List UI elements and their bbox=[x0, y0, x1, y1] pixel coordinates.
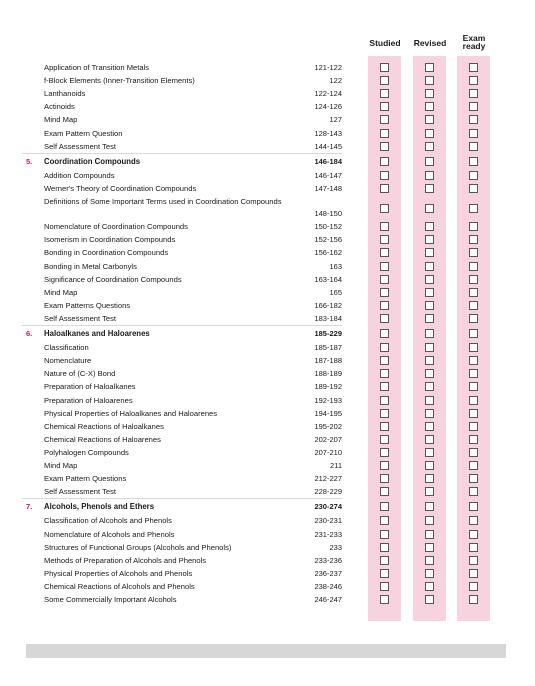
exam-ready-checkbox[interactable] bbox=[469, 569, 478, 578]
exam-ready-checkbox[interactable] bbox=[469, 157, 478, 166]
chapter-title: Haloalkanes and Haloarenes bbox=[44, 329, 150, 338]
page-range: 195-202 bbox=[314, 421, 342, 431]
studied-checkbox[interactable] bbox=[380, 422, 389, 431]
studied-checkbox[interactable] bbox=[380, 448, 389, 457]
topic-title: Actinoids bbox=[44, 102, 75, 112]
exam-ready-checkbox[interactable] bbox=[469, 248, 478, 257]
chapter-divider bbox=[22, 498, 342, 499]
page-range: 231-233 bbox=[314, 529, 342, 539]
page-range: 165 bbox=[329, 287, 342, 297]
studied-checkbox[interactable] bbox=[380, 288, 389, 297]
studied-checkbox[interactable] bbox=[380, 474, 389, 483]
studied-checkbox[interactable] bbox=[380, 461, 389, 470]
exam-ready-checkbox[interactable] bbox=[469, 222, 478, 231]
revised-checkbox[interactable] bbox=[425, 235, 434, 244]
page-range: 127 bbox=[329, 115, 342, 125]
topic-title: Bonding in Coordination Compounds bbox=[44, 248, 169, 258]
studied-checkbox[interactable] bbox=[380, 115, 389, 124]
page-range: 183-184 bbox=[314, 313, 342, 323]
chapter-divider bbox=[22, 325, 342, 326]
topic-row bbox=[0, 101, 535, 114]
page-range: 146-184 bbox=[314, 156, 342, 166]
studied-column-header bbox=[362, 39, 408, 47]
exam-ready-checkbox[interactable] bbox=[469, 314, 478, 323]
studied-checkbox[interactable] bbox=[380, 63, 389, 72]
topic-title: Exam Pattern Question bbox=[44, 128, 123, 138]
revised-column-header bbox=[407, 39, 453, 47]
topic-row bbox=[0, 447, 535, 460]
exam-ready-checkbox[interactable] bbox=[469, 435, 478, 444]
studied-checkbox[interactable] bbox=[380, 275, 389, 284]
revised-checkbox[interactable] bbox=[425, 382, 434, 391]
chapter-row bbox=[0, 156, 535, 169]
revised-checkbox[interactable] bbox=[425, 314, 434, 323]
page-range: 163-164 bbox=[314, 274, 342, 284]
topic-title: Nomenclature bbox=[44, 356, 92, 366]
topic-title: Physical Properties of Alcohols and Phenols bbox=[44, 568, 193, 578]
chapter-number: 6. bbox=[26, 329, 33, 338]
revised-checkbox[interactable] bbox=[425, 556, 434, 565]
page-range: 147-148 bbox=[314, 183, 342, 193]
page-range: 124-126 bbox=[314, 102, 342, 112]
revised-checkbox[interactable] bbox=[425, 461, 434, 470]
studied-checkbox[interactable] bbox=[380, 569, 389, 578]
topic-title: Application of Transition Metals bbox=[44, 63, 150, 72]
revised-checkbox[interactable] bbox=[425, 171, 434, 180]
revised-checkbox[interactable] bbox=[425, 502, 434, 511]
studied-checkbox[interactable] bbox=[380, 157, 389, 166]
topic-row bbox=[0, 221, 535, 234]
studied-checkbox[interactable] bbox=[380, 248, 389, 257]
studied-checkbox[interactable] bbox=[380, 222, 389, 231]
studied-checkbox[interactable] bbox=[380, 314, 389, 323]
page-range: 212-227 bbox=[314, 474, 342, 484]
studied-checkbox[interactable] bbox=[380, 235, 389, 244]
revised-checkbox[interactable] bbox=[425, 422, 434, 431]
topic-title: Chemical Reactions of Haloalkanes bbox=[44, 421, 164, 431]
exam-ready-checkbox[interactable] bbox=[469, 76, 478, 85]
topic-title: Chemical Reactions of Alcohols and Phenols bbox=[44, 581, 195, 591]
exam-ready-checkbox[interactable] bbox=[469, 343, 478, 352]
revised-checkbox[interactable] bbox=[425, 409, 434, 418]
topic-title: Significance of Coordination Compounds bbox=[44, 274, 182, 284]
revised-checkbox[interactable] bbox=[425, 474, 434, 483]
revised-checkbox[interactable] bbox=[425, 569, 434, 578]
topic-title: Mind Map bbox=[44, 461, 78, 470]
revised-checkbox[interactable] bbox=[425, 102, 434, 111]
topic-title: Chemical Reactions of Haloarenes bbox=[44, 434, 161, 444]
topic-row bbox=[0, 434, 535, 447]
exam-ready-checkbox[interactable] bbox=[469, 288, 478, 297]
exam-ready-checkbox[interactable] bbox=[469, 115, 478, 124]
revised-header-label: Revised bbox=[413, 38, 447, 48]
topic-title: Bonding in Metal Carbonyls bbox=[44, 261, 137, 271]
topic-row bbox=[0, 88, 535, 101]
page-range: 207-210 bbox=[314, 447, 342, 457]
topic-title: Self Assessment Test bbox=[44, 313, 117, 323]
studied-checkbox[interactable] bbox=[380, 301, 389, 310]
revised-checkbox[interactable] bbox=[425, 487, 434, 496]
studied-checkbox[interactable] bbox=[380, 369, 389, 378]
exam-ready-checkbox[interactable] bbox=[469, 235, 478, 244]
studied-checkbox[interactable] bbox=[380, 502, 389, 511]
topic-row bbox=[0, 594, 535, 607]
page-range: 150-152 bbox=[314, 222, 342, 232]
topic-row bbox=[0, 141, 535, 154]
page-range: 233-236 bbox=[314, 555, 342, 565]
studied-checkbox[interactable] bbox=[380, 142, 389, 151]
revised-checkbox[interactable] bbox=[425, 129, 434, 138]
studied-checkbox[interactable] bbox=[380, 595, 389, 604]
topic-row bbox=[0, 542, 535, 555]
topic-title: Nature of (C-X) Bond bbox=[44, 369, 116, 379]
revised-checkbox[interactable] bbox=[425, 76, 434, 85]
studied-checkbox[interactable] bbox=[380, 435, 389, 444]
exam-ready-checkbox[interactable] bbox=[469, 516, 478, 525]
studied-checkbox[interactable] bbox=[380, 204, 389, 213]
topic-row bbox=[0, 170, 535, 183]
topic-title: Definitions of Some Important Terms used in Coordination Compounds bbox=[44, 197, 282, 206]
page-range: 152-156 bbox=[314, 235, 342, 245]
topic-title: Self Assessment Test bbox=[44, 141, 117, 151]
topic-title: Exam Pattern Questions bbox=[44, 474, 127, 484]
footer-bar bbox=[26, 644, 506, 658]
exam-ready-checkbox[interactable] bbox=[469, 301, 478, 310]
topic-row bbox=[0, 247, 535, 260]
revised-checkbox[interactable] bbox=[425, 262, 434, 271]
page-range: 230-231 bbox=[314, 516, 342, 526]
page-range: 194-195 bbox=[314, 408, 342, 418]
page-range: 166-182 bbox=[314, 300, 342, 310]
topic-row bbox=[0, 313, 535, 326]
revised-checkbox[interactable] bbox=[425, 184, 434, 193]
revised-checkbox[interactable] bbox=[425, 582, 434, 591]
topic-title: Mind Map bbox=[44, 287, 78, 297]
topic-row bbox=[0, 234, 535, 247]
topic-row bbox=[0, 421, 535, 434]
exam-ready-checkbox[interactable] bbox=[469, 356, 478, 365]
exam-ready-checkbox[interactable] bbox=[469, 502, 478, 511]
topic-row bbox=[0, 381, 535, 394]
topic-row bbox=[0, 62, 535, 75]
chapter-number: 7. bbox=[26, 502, 33, 512]
topic-row bbox=[0, 529, 535, 542]
studied-checkbox[interactable] bbox=[380, 356, 389, 365]
page-range: 187-188 bbox=[314, 356, 342, 366]
page-range: 121-122 bbox=[314, 63, 342, 72]
topic-title: Lanthanoids bbox=[44, 89, 86, 99]
studied-checkbox[interactable] bbox=[380, 516, 389, 525]
exam-ready-column-header bbox=[451, 34, 497, 50]
page-range: 189-192 bbox=[314, 382, 342, 392]
exam-ready-checkbox[interactable] bbox=[469, 543, 478, 552]
page-range: 202-207 bbox=[314, 434, 342, 444]
topic-title: Preparation of Haloarenes bbox=[44, 395, 133, 405]
exam-ready-checkbox[interactable] bbox=[469, 595, 478, 604]
page-range: 146-147 bbox=[314, 170, 342, 180]
page-range: 128-143 bbox=[314, 128, 342, 138]
topic-row bbox=[0, 261, 535, 274]
exam-ready-checkbox[interactable] bbox=[469, 448, 478, 457]
page-range: 192-193 bbox=[314, 395, 342, 405]
topic-row bbox=[0, 473, 535, 486]
chapter-title: Alcohols, Phenols and Ethers bbox=[44, 502, 155, 512]
topic-row bbox=[0, 114, 535, 127]
page-range: 148-150 bbox=[314, 209, 342, 218]
studied-checkbox[interactable] bbox=[380, 543, 389, 552]
revised-checkbox[interactable] bbox=[425, 204, 434, 213]
exam-ready-checkbox[interactable] bbox=[469, 142, 478, 151]
topic-row bbox=[0, 75, 535, 88]
studied-checkbox[interactable] bbox=[380, 530, 389, 539]
studied-checkbox[interactable] bbox=[380, 171, 389, 180]
exam-ready-checkbox[interactable] bbox=[469, 204, 478, 213]
studied-checkbox[interactable] bbox=[380, 556, 389, 565]
exam-ready-checkbox[interactable] bbox=[469, 184, 478, 193]
revised-checkbox[interactable] bbox=[425, 301, 434, 310]
exam-ready-header-line2: ready bbox=[462, 41, 486, 51]
topic-row bbox=[0, 355, 535, 368]
studied-checkbox[interactable] bbox=[380, 487, 389, 496]
revised-checkbox[interactable] bbox=[425, 275, 434, 284]
exam-ready-checkbox[interactable] bbox=[469, 396, 478, 405]
exam-ready-checkbox[interactable] bbox=[469, 409, 478, 418]
page-range: 122-124 bbox=[314, 89, 342, 99]
topic-row bbox=[0, 128, 535, 141]
topic-row bbox=[0, 460, 535, 473]
studied-checkbox[interactable] bbox=[380, 409, 389, 418]
page-range: 185-229 bbox=[314, 329, 342, 338]
topic-title: f-Block Elements (Inner-Transition Elements) bbox=[44, 76, 195, 86]
revised-checkbox[interactable] bbox=[425, 248, 434, 257]
exam-ready-checkbox[interactable] bbox=[469, 422, 478, 431]
topic-title: Isomerism in Coordination Compounds bbox=[44, 235, 176, 245]
exam-ready-checkbox[interactable] bbox=[469, 382, 478, 391]
revised-checkbox[interactable] bbox=[425, 142, 434, 151]
page-range: 236-237 bbox=[314, 568, 342, 578]
studied-checkbox[interactable] bbox=[380, 329, 389, 338]
topic-title: Preparation of Haloalkanes bbox=[44, 382, 136, 392]
studied-header-label: Studied bbox=[369, 38, 401, 48]
topic-row bbox=[0, 183, 535, 196]
topic-title: Exam Patterns Questions bbox=[44, 300, 131, 310]
page-range: 156-162 bbox=[314, 248, 342, 258]
revised-checkbox[interactable] bbox=[425, 369, 434, 378]
exam-ready-checkbox[interactable] bbox=[469, 474, 478, 483]
topic-row bbox=[0, 300, 535, 313]
studied-checkbox[interactable] bbox=[380, 76, 389, 85]
topic-title: Addition Compounds bbox=[44, 170, 115, 180]
topic-title: Werner's Theory of Coordination Compounds bbox=[44, 183, 197, 193]
topic-row bbox=[0, 368, 535, 381]
chapter-row bbox=[0, 501, 535, 514]
topic-title: Some Commercially Important Alcohols bbox=[44, 595, 177, 604]
revised-checkbox[interactable] bbox=[425, 595, 434, 604]
exam-ready-header-line1: Exam bbox=[462, 33, 486, 43]
topic-row bbox=[0, 342, 535, 355]
topic-title: Nomenclature of Alcohols and Phenols bbox=[44, 529, 175, 539]
exam-ready-checkbox[interactable] bbox=[469, 262, 478, 271]
revised-checkbox[interactable] bbox=[425, 356, 434, 365]
exam-ready-checkbox[interactable] bbox=[469, 369, 478, 378]
topic-row bbox=[0, 408, 535, 421]
topic-row bbox=[0, 515, 535, 528]
page-range: 163 bbox=[329, 261, 342, 271]
page-range: 238-246 bbox=[314, 581, 342, 591]
exam-ready-checkbox[interactable] bbox=[469, 89, 478, 98]
topic-title: Nomenclature of Coordination Compounds bbox=[44, 222, 188, 232]
studied-checkbox[interactable] bbox=[380, 102, 389, 111]
revised-checkbox[interactable] bbox=[425, 288, 434, 297]
chapter-row bbox=[0, 328, 535, 341]
topic-row bbox=[0, 395, 535, 408]
revised-checkbox[interactable] bbox=[425, 157, 434, 166]
exam-ready-checkbox[interactable] bbox=[469, 275, 478, 284]
page-range: 228-229 bbox=[314, 487, 342, 497]
page-range: 144-145 bbox=[314, 141, 342, 151]
topic-row bbox=[0, 287, 535, 300]
topic-row bbox=[0, 568, 535, 581]
topic-title: Classification of Alcohols and Phenols bbox=[44, 516, 172, 526]
exam-ready-checkbox[interactable] bbox=[469, 102, 478, 111]
studied-checkbox[interactable] bbox=[380, 396, 389, 405]
chapter-title: Coordination Compounds bbox=[44, 156, 141, 166]
page-range: 188-189 bbox=[314, 369, 342, 379]
chapter-divider bbox=[22, 153, 342, 154]
studied-checkbox[interactable] bbox=[380, 262, 389, 271]
studied-checkbox[interactable] bbox=[380, 343, 389, 352]
studied-checkbox[interactable] bbox=[380, 382, 389, 391]
topic-title: Structures of Functional Groups (Alcohols and Phenols) bbox=[44, 542, 232, 552]
studied-checkbox[interactable] bbox=[380, 89, 389, 98]
revised-checkbox[interactable] bbox=[425, 343, 434, 352]
topic-title: Polyhalogen Compounds bbox=[44, 447, 129, 457]
topic-title: Physical Properties of Haloalkanes and Haloarenes bbox=[44, 408, 218, 418]
exam-ready-checkbox[interactable] bbox=[469, 461, 478, 470]
revised-checkbox[interactable] bbox=[425, 543, 434, 552]
exam-ready-checkbox[interactable] bbox=[469, 556, 478, 565]
topic-title: Self Assessment Test bbox=[44, 487, 117, 497]
page-range: 122 bbox=[329, 76, 342, 86]
topic-row bbox=[0, 486, 535, 499]
revised-checkbox[interactable] bbox=[425, 516, 434, 525]
studied-checkbox[interactable] bbox=[380, 582, 389, 591]
exam-ready-checkbox[interactable] bbox=[469, 171, 478, 180]
exam-ready-checkbox[interactable] bbox=[469, 63, 478, 72]
page-range: 211 bbox=[330, 461, 342, 470]
exam-ready-checkbox[interactable] bbox=[469, 487, 478, 496]
topic-title: Methods of Preparation of Alcohols and Phenols bbox=[44, 555, 207, 565]
revised-checkbox[interactable] bbox=[425, 435, 434, 444]
page-range: 246-247 bbox=[314, 595, 342, 604]
revised-checkbox[interactable] bbox=[425, 222, 434, 231]
revised-checkbox[interactable] bbox=[425, 530, 434, 539]
exam-ready-checkbox[interactable] bbox=[469, 530, 478, 539]
chapter-number: 5. bbox=[26, 156, 33, 166]
revised-checkbox[interactable] bbox=[425, 115, 434, 124]
studied-checkbox[interactable] bbox=[380, 184, 389, 193]
topic-title: Classification bbox=[44, 343, 89, 353]
revised-checkbox[interactable] bbox=[425, 89, 434, 98]
page-range: 233 bbox=[329, 542, 342, 552]
topic-row bbox=[0, 581, 535, 594]
revised-checkbox[interactable] bbox=[425, 396, 434, 405]
exam-ready-checkbox[interactable] bbox=[469, 582, 478, 591]
exam-ready-checkbox[interactable] bbox=[469, 329, 478, 338]
revised-checkbox[interactable] bbox=[425, 63, 434, 72]
topic-row bbox=[0, 196, 535, 218]
page-range: 185-187 bbox=[314, 343, 342, 353]
revised-checkbox[interactable] bbox=[425, 448, 434, 457]
studied-checkbox[interactable] bbox=[380, 129, 389, 138]
revised-checkbox[interactable] bbox=[425, 329, 434, 338]
exam-ready-checkbox[interactable] bbox=[469, 129, 478, 138]
topic-title: Mind Map bbox=[44, 115, 78, 125]
topic-row bbox=[0, 555, 535, 568]
page-range: 230-274 bbox=[314, 502, 342, 512]
topic-row bbox=[0, 274, 535, 287]
